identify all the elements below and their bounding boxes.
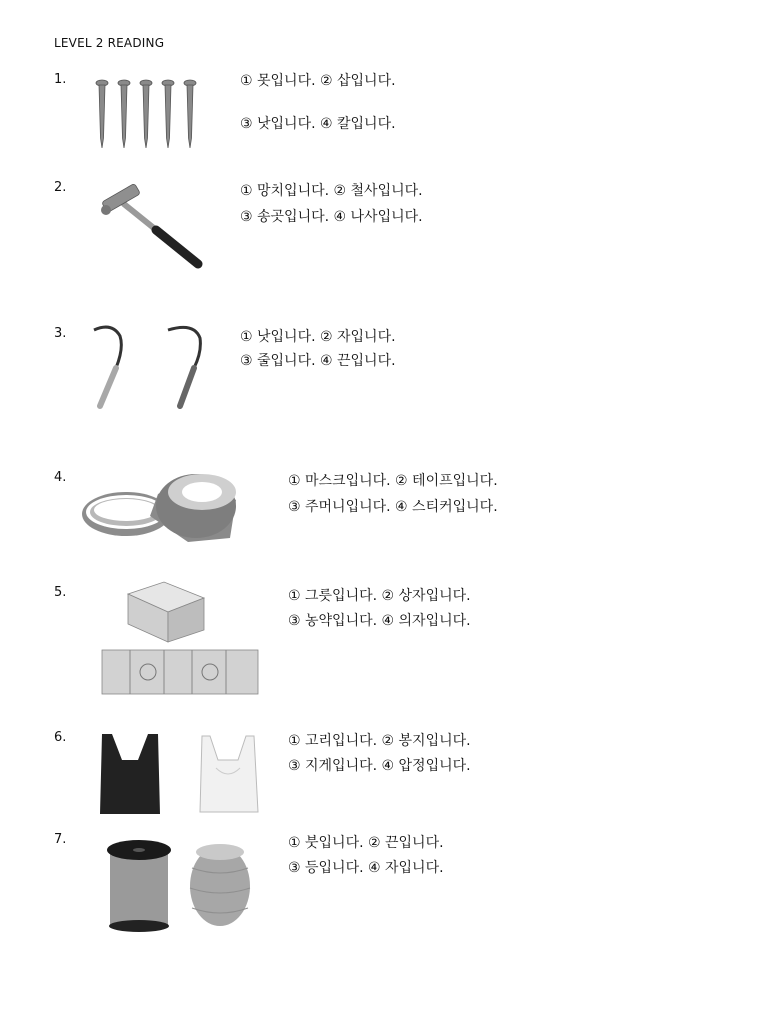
box-image [100,580,260,698]
answer-choices-line-1: ① 그릇입니다. ② 상자입니다. [288,588,471,604]
answer-choices-line-2: ③ 줄입니다. ④ 끈입니다. [240,353,396,369]
answer-choices-line-2: ③ 지게입니다. ④ 압정입니다. [288,758,471,774]
worksheet-title: LEVEL 2 READING [54,36,165,50]
string-spools-image [104,838,256,934]
answer-choices-line-2: ③ 송곳입니다. ④ 나사입니다. [240,209,423,225]
answer-choices-line-1: ① 못입니다. ② 삽입니다. [240,73,396,89]
answer-choices-line-1: ① 낫입니다. ② 자입니다. [240,329,396,345]
nails-image [90,76,210,154]
hammer-image [96,184,206,272]
plastic-bags-image [98,730,264,816]
question-number: 4. [54,470,67,485]
tape-rolls-image [80,466,240,546]
answer-choices-line-2: ③ 등입니다. ④ 자입니다. [288,860,444,876]
answer-choices-line-1: ① 붓입니다. ② 끈입니다. [288,835,444,851]
question-number: 1. [54,72,67,87]
sickles-image [90,324,220,410]
answer-choices-line-2: ③ 농약입니다. ④ 의자입니다. [288,613,471,629]
question-number: 3. [54,326,67,341]
question-number: 5. [54,585,67,600]
answer-choices-line-1: ① 마스크입니다. ② 테이프입니다. [288,473,498,489]
question-number: 2. [54,180,67,195]
answer-choices-line-1: ① 망치입니다. ② 철사입니다. [240,183,423,199]
question-number: 6. [54,730,67,745]
answer-choices-line-1: ① 고리입니다. ② 봉지입니다. [288,733,471,749]
answer-choices-line-2: ③ 낫입니다. ④ 칼입니다. [240,116,396,132]
question-number: 7. [54,832,67,847]
answer-choices-line-2: ③ 주머니입니다. ④ 스티커입니다. [288,499,498,515]
